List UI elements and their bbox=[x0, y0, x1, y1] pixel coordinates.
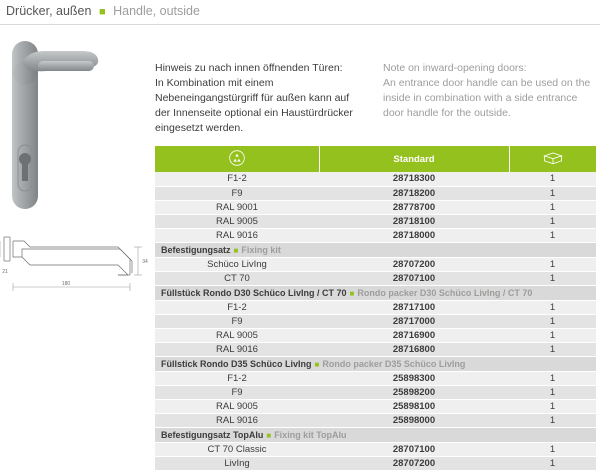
cell-variant: RAL 9005 bbox=[155, 399, 319, 413]
table-row[interactable] bbox=[155, 214, 596, 228]
cell-variant: F1-2 bbox=[155, 371, 319, 385]
group-label-en: Fixing kit TopAlu bbox=[274, 429, 347, 440]
table-row[interactable] bbox=[155, 442, 596, 456]
cell-variant: F1-2 bbox=[155, 172, 319, 186]
cell-quantity: 1 bbox=[509, 385, 596, 399]
table-row[interactable] bbox=[155, 371, 596, 385]
table-row[interactable] bbox=[155, 228, 596, 242]
group-label-de: Befestigungsatz bbox=[161, 244, 231, 255]
dimension-b: 21 bbox=[2, 269, 8, 275]
cell-variant: RAL 9001 bbox=[155, 200, 319, 214]
cell-variant: F9 bbox=[155, 314, 319, 328]
group-label-de: Füllstück Rondo D30 Schüco LivIng / CT 70 bbox=[161, 287, 347, 298]
note-english-heading: Note on inward-opening doors: bbox=[383, 62, 527, 74]
group-label-separator: ■ bbox=[314, 359, 320, 369]
cell-article-number: 28717100 bbox=[319, 300, 509, 314]
note-german bbox=[155, 61, 365, 136]
cell-quantity: 1 bbox=[509, 300, 596, 314]
table-header-variant bbox=[155, 146, 319, 172]
cell-article-number: 28716800 bbox=[319, 342, 509, 356]
table-header bbox=[155, 146, 596, 172]
table-row[interactable] bbox=[155, 257, 596, 271]
group-label-separator: ■ bbox=[266, 430, 272, 440]
cell-variant: LivIng bbox=[155, 456, 319, 470]
dimension-width: 180 bbox=[61, 281, 71, 287]
cell-variant: Schüco LivIng bbox=[155, 257, 319, 271]
page-title-de: Drücker, außen bbox=[6, 4, 92, 18]
cell-article-number: 28707200 bbox=[319, 257, 509, 271]
cell-article-number: 25898200 bbox=[319, 385, 509, 399]
cell-variant: RAL 9016 bbox=[155, 413, 319, 427]
table-group-label bbox=[155, 427, 596, 442]
table-group-row bbox=[155, 356, 596, 371]
table-group-row bbox=[155, 242, 596, 257]
cell-variant: F9 bbox=[155, 186, 319, 200]
cell-quantity: 1 bbox=[509, 214, 596, 228]
cell-variant: CT 70 Classic bbox=[155, 442, 319, 456]
table-row[interactable] bbox=[155, 186, 596, 200]
product-table-wrapper bbox=[155, 146, 596, 471]
table-row[interactable] bbox=[155, 172, 596, 186]
cell-variant: RAL 9016 bbox=[155, 342, 319, 356]
cell-article-number: 28707200 bbox=[319, 456, 509, 470]
notes-block bbox=[155, 61, 595, 136]
table-group-row bbox=[155, 285, 596, 300]
title-separator: ■ bbox=[98, 5, 106, 18]
cell-quantity: 1 bbox=[509, 399, 596, 413]
packaging-icon bbox=[543, 151, 563, 165]
table-row[interactable] bbox=[155, 342, 596, 356]
dimension-a: 34 bbox=[142, 259, 148, 265]
recycling-icon bbox=[229, 150, 245, 166]
cell-quantity: 1 bbox=[509, 314, 596, 328]
cell-article-number: 28717000 bbox=[319, 314, 509, 328]
table-row[interactable] bbox=[155, 413, 596, 427]
cell-quantity: 1 bbox=[509, 271, 596, 285]
table-row[interactable] bbox=[155, 456, 596, 470]
table-body bbox=[155, 172, 596, 470]
cell-quantity: 1 bbox=[509, 228, 596, 242]
note-german-heading: Hinweis zu nach innen öffnenden Türen: bbox=[155, 62, 343, 74]
table-row[interactable] bbox=[155, 314, 596, 328]
cell-article-number: 28707100 bbox=[319, 442, 509, 456]
table-row[interactable] bbox=[155, 200, 596, 214]
cell-quantity: 1 bbox=[509, 442, 596, 456]
cell-quantity: 1 bbox=[509, 456, 596, 470]
note-english-body: An entrance door handle can be used on the inside in combination with a side entrance door handle for the outside. bbox=[383, 76, 591, 119]
cell-article-number: 28718200 bbox=[319, 186, 509, 200]
cell-article-number: 25898300 bbox=[319, 371, 509, 385]
cell-variant: RAL 9005 bbox=[155, 214, 319, 228]
technical-dimension-drawing bbox=[0, 227, 150, 299]
cell-variant: CT 70 bbox=[155, 271, 319, 285]
group-label-en: Fixing kit bbox=[241, 244, 281, 255]
product-table bbox=[155, 146, 596, 471]
cell-article-number: 28778700 bbox=[319, 200, 509, 214]
group-label-separator: ■ bbox=[349, 288, 355, 298]
cell-quantity: 1 bbox=[509, 413, 596, 427]
table-row[interactable] bbox=[155, 385, 596, 399]
table-group-label bbox=[155, 242, 596, 257]
cell-article-number: 28707100 bbox=[319, 271, 509, 285]
cell-article-number: 25898100 bbox=[319, 399, 509, 413]
table-group-label bbox=[155, 356, 596, 371]
table-group-row bbox=[155, 427, 596, 442]
table-row[interactable] bbox=[155, 271, 596, 285]
table-group-label bbox=[155, 285, 596, 300]
cell-quantity: 1 bbox=[509, 371, 596, 385]
group-label-de: Füllstick Rondo D35 Schüco LivIng bbox=[161, 358, 312, 369]
cell-article-number: 25898000 bbox=[319, 413, 509, 427]
cell-article-number: 28718300 bbox=[319, 172, 509, 186]
cell-quantity: 1 bbox=[509, 186, 596, 200]
group-label-de: Befestigungsatz TopAlu bbox=[161, 429, 264, 440]
page-title bbox=[0, 0, 600, 24]
cell-article-number: 28718000 bbox=[319, 228, 509, 242]
cell-article-number: 28716900 bbox=[319, 328, 509, 342]
group-label-en: Rondo packer D35 Schüco LivIng bbox=[322, 358, 466, 369]
cell-quantity: 1 bbox=[509, 200, 596, 214]
group-label-separator: ■ bbox=[233, 245, 239, 255]
cell-quantity: 1 bbox=[509, 172, 596, 186]
table-row[interactable] bbox=[155, 328, 596, 342]
cell-article-number: 28718100 bbox=[319, 214, 509, 228]
cell-quantity: 1 bbox=[509, 328, 596, 342]
table-header-quantity bbox=[509, 146, 596, 172]
cell-quantity: 1 bbox=[509, 257, 596, 271]
cell-variant: F1-2 bbox=[155, 300, 319, 314]
cell-variant: RAL 9005 bbox=[155, 328, 319, 342]
cell-variant: F9 bbox=[155, 385, 319, 399]
note-german-body: In Kombination mit einem Nebeneingangstürgriff für außen kann auf der Innenseite optional ein Haustürdrücker eingesetzt werden. bbox=[155, 76, 353, 134]
group-label-en: Rondo packer D30 Schüco LivIng / CT 70 bbox=[357, 287, 533, 298]
table-row[interactable] bbox=[155, 399, 596, 413]
cell-quantity: 1 bbox=[509, 342, 596, 356]
cell-variant: RAL 9016 bbox=[155, 228, 319, 242]
page-title-en: Handle, outside bbox=[113, 4, 200, 18]
header-divider bbox=[0, 24, 600, 25]
table-header-standard: Standard bbox=[319, 146, 509, 172]
note-english bbox=[383, 61, 593, 136]
table-row[interactable] bbox=[155, 300, 596, 314]
door-handle-illustration bbox=[4, 33, 134, 223]
product-illustrations bbox=[0, 33, 150, 299]
